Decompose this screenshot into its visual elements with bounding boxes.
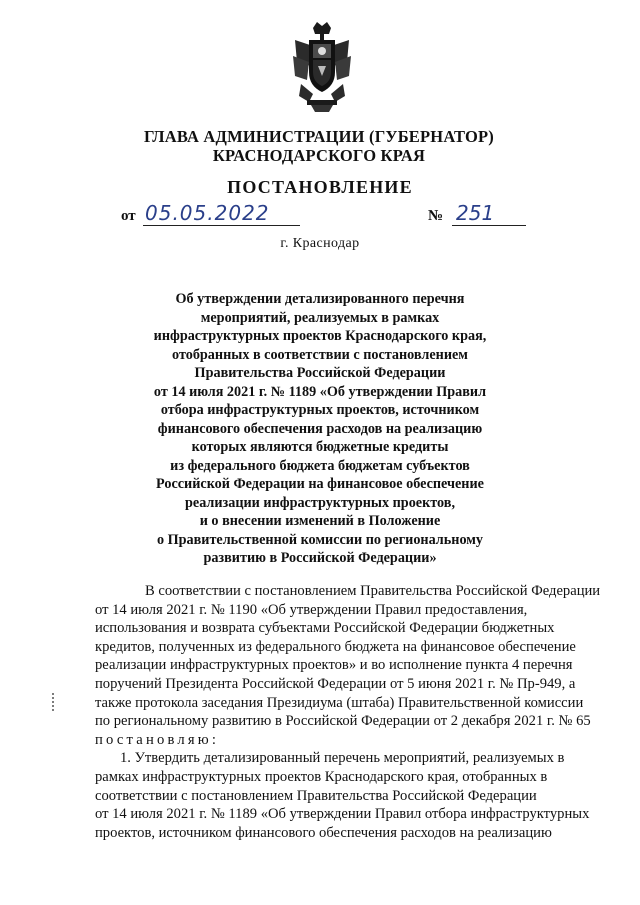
title-line: которых являются бюджетные кредиты [191,439,449,455]
title-line: Об утверждении детализированного перечня [175,291,465,307]
title-line: из федерального бюджета бюджетам субъектов [170,457,470,474]
resolution-body [95,582,601,842]
body-line: также протокола заседания Президиума (штаба) Правительственной комиссии [95,694,584,711]
body-line: реализации инфраструктурных проектов» и во исполнение пункта 4 перечня [95,657,573,674]
city-line: г. Краснодар [280,236,360,251]
body-line: кредитов, полученных из федерального бюджета на финансовое обеспечение [95,638,576,655]
date-value-handwritten: 05.05.2022 [143,201,300,226]
title-line: о Правительственной комиссии по региональному [156,531,484,548]
title-line: от 14 июля 2021 г. № 1189 «Об утверждении Правил [153,383,487,400]
body-line: В соответствии с постановлением Правительства Российской Федерации [145,583,601,599]
document-type: ПОСТАНОВЛЕНИЕ [227,177,413,197]
title-line: и о внесении изменений в Положение [199,513,441,529]
title-line: финансового обеспечения расходов на реализацию [157,420,483,437]
title-line: развитию в Российской Федерации» [203,550,437,566]
body-line: проектов, источником финансового обеспечения расходов на реализацию [95,824,552,841]
body-line: использования и возврата субъектами Российской Федерации бюджетных [95,620,555,637]
margin-scan-mark [51,693,55,713]
body-line: от 14 июля 2021 г. № 1189 «Об утверждении Правил отбора инфраструктурных [95,806,590,823]
body-line: поручений Президента Российской Федерации от 5 июня 2021 г. № Пр-949, а [95,675,576,692]
body-line: 1. Утвердить детализированный перечень мероприятий, реализуемых в [120,750,565,767]
number-label: № [428,208,444,224]
body-line: по региональному развитию в Российской Федерации от 2 декабря 2021 г. № 65 [95,713,591,730]
title-line: реализации инфраструктурных проектов, [185,494,455,511]
body-line: соответствии с постановлением Правительства Российской Федерации [95,787,537,804]
number-value-handwritten: 251 [452,201,526,226]
decree-word: постановляю: [95,731,220,748]
coat-of-arms-icon [291,22,353,112]
title-line: отобранных в соответствии с постановлением [172,346,468,363]
title-line: мероприятий, реализуемых в рамках [200,309,440,326]
issuer-title-line-1: ГЛАВА АДМИНИСТРАЦИИ (ГУБЕРНАТОР) [144,127,494,146]
title-line: Российской Федерации на финансовое обеспечение [156,476,484,492]
body-line: рамках инфраструктурных проектов Краснодарского края, отобранных в [95,768,548,785]
date-label: от [121,208,136,224]
title-line: Правительства Российской Федерации [194,365,446,381]
title-line: отбора инфраструктурных проектов, источником [160,402,480,418]
title-line: инфраструктурных проектов Краснодарского края, [153,328,487,344]
issuer-title-line-2: КРАСНОДАРСКОГО КРАЯ [212,146,426,165]
resolution-title [120,290,520,568]
body-line: от 14 июля 2021 г. № 1190 «Об утверждении Правил предоставления, [95,601,528,618]
